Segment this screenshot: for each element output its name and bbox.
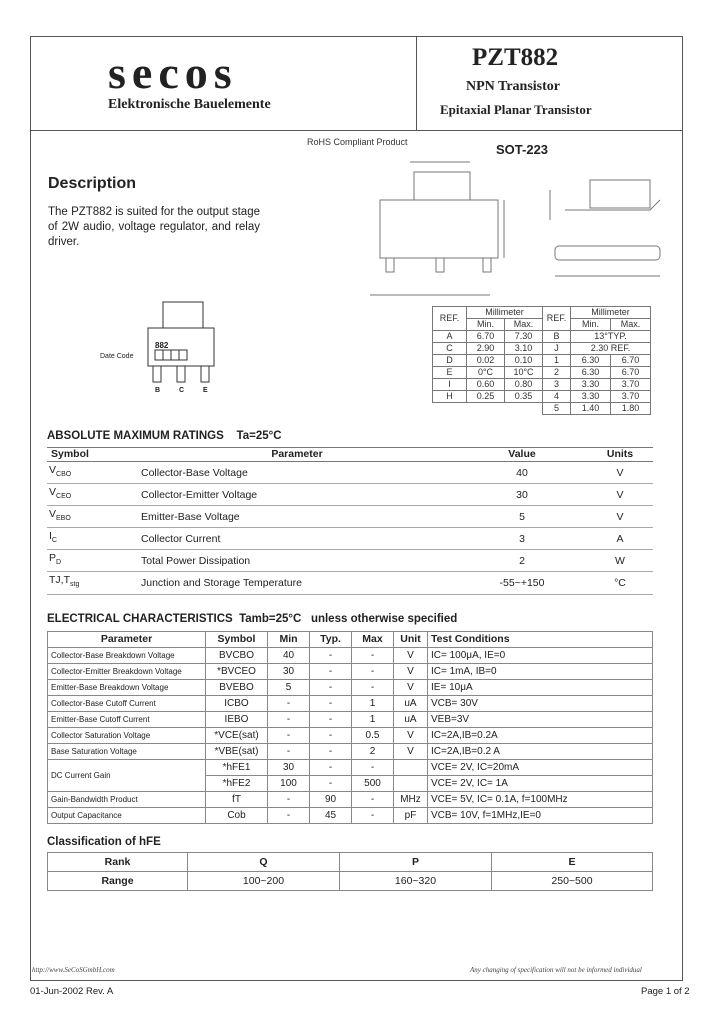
ec-min: 40 <box>268 648 310 664</box>
ec-min: 30 <box>268 760 310 776</box>
ec-typ: - <box>310 760 352 776</box>
ec-head-max: Max <box>352 632 394 648</box>
dim-head-unit2: Millimeter <box>571 307 651 319</box>
hfe-table <box>47 852 653 891</box>
ec-unit <box>394 776 428 792</box>
dim-head-ref2: REF. <box>543 307 571 331</box>
amr-param: Total Power Dissipation <box>137 550 457 572</box>
ec-head-symbol: Symbol <box>206 632 268 648</box>
ec-unit: V <box>394 680 428 696</box>
ec-param: Output Capacitance <box>48 808 206 824</box>
abs-max-title-text: ABSOLUTE MAXIMUM RATINGS <box>47 430 224 442</box>
amr-row <box>47 484 653 506</box>
ec-unit: V <box>394 664 428 680</box>
ec-row <box>48 696 653 712</box>
ec-unit: pF <box>394 808 428 824</box>
ec-typ: - <box>310 712 352 728</box>
ec-typ: - <box>310 776 352 792</box>
ec-param: Gain-Bandwidth Product <box>48 792 206 808</box>
amr-symbol: V <box>49 464 57 476</box>
dim-head-min: Min. <box>467 319 505 331</box>
ec-test: IC= 1mA, IB=0 <box>428 664 653 680</box>
date-code-label: Date Code <box>100 353 134 360</box>
ec-symbol: Cob <box>206 808 268 824</box>
ec-max: 500 <box>352 776 394 792</box>
ec-max: - <box>352 648 394 664</box>
ec-test: IC=2A,IB=0.2 A <box>428 744 653 760</box>
amr-row <box>47 506 653 528</box>
ec-symbol: ICBO <box>206 696 268 712</box>
dim-min <box>467 403 505 415</box>
dim-ref: I <box>433 379 467 391</box>
amr-value: 3 <box>457 528 587 550</box>
dim-row <box>433 379 651 391</box>
amr-symbol: I <box>49 530 52 543</box>
amr-param: Emitter-Base Voltage <box>137 506 457 528</box>
abs-max-table <box>47 447 653 595</box>
ec-test: IE= 10μA <box>428 680 653 696</box>
header-vertical-divider <box>416 36 417 131</box>
ec-symbol: *VBE(sat) <box>206 744 268 760</box>
ec-row <box>48 760 653 776</box>
amr-row <box>47 528 653 550</box>
ec-symbol: fT <box>206 792 268 808</box>
dim-ref2: B <box>543 331 571 343</box>
ec-symbol: IEBO <box>206 712 268 728</box>
elec-title-text: ELECTRICAL CHARACTERISTICS <box>47 613 233 625</box>
footer-url[interactable]: http://www.SeCoSGmbH.com <box>32 966 115 974</box>
ec-row <box>48 680 653 696</box>
ec-param: Collector Saturation Voltage <box>48 728 206 744</box>
dim-min2: 3.30 <box>571 379 611 391</box>
ec-min: 30 <box>268 664 310 680</box>
dim-min: 0.25 <box>467 391 505 403</box>
dim-min: 6.70 <box>467 331 505 343</box>
abs-max-condition: Ta=25°C <box>236 430 282 442</box>
amr-head-value: Value <box>457 448 587 462</box>
dim-min2: 1.40 <box>571 403 611 415</box>
transistor-type: NPN Transistor <box>466 79 560 94</box>
ec-symbol: BVEBO <box>206 680 268 696</box>
ec-symbol: *hFE2 <box>206 776 268 792</box>
pin-label-b: B <box>155 387 161 394</box>
ec-param: DC Current Gain <box>48 760 206 792</box>
amr-unit: V <box>587 462 653 484</box>
ec-max: - <box>352 808 394 824</box>
amr-symbol-sub: stg <box>70 581 80 589</box>
dim-max: 10°C <box>505 367 543 379</box>
ec-head-parameter: Parameter <box>48 632 206 648</box>
ec-row <box>48 648 653 664</box>
ec-row <box>48 712 653 728</box>
transistor-subtitle: Epitaxial Planar Transistor <box>440 102 592 117</box>
amr-param: Collector-Emitter Voltage <box>137 484 457 506</box>
hfe-title: Classification of hFE <box>47 836 161 848</box>
amr-unit: V <box>587 506 653 528</box>
description-text: The PZT882 is suited for the output stage of 2W audio, voltage regulator, and relay driver. <box>48 206 260 248</box>
amr-symbol-sub: CEO <box>56 493 72 501</box>
ec-min: - <box>268 744 310 760</box>
rohs-label: RoHS Compliant Product <box>307 137 408 147</box>
ec-unit: uA <box>394 712 428 728</box>
marking-drawing <box>130 300 240 400</box>
dim-ref2: 2 <box>543 367 571 379</box>
amr-value: 30 <box>457 484 587 506</box>
ec-symbol: *hFE1 <box>206 760 268 776</box>
amr-param: Collector-Base Voltage <box>137 462 457 484</box>
ec-max: 0.5 <box>352 728 394 744</box>
dim-val2: 13°TYP. <box>571 331 651 343</box>
ec-param: Base Saturation Voltage <box>48 744 206 760</box>
ec-max: - <box>352 680 394 696</box>
elec-title <box>47 613 457 625</box>
pin-label-e: E <box>203 387 208 394</box>
dim-val2: 2.30 REF. <box>571 343 651 355</box>
elec-note: unless otherwise specified <box>310 613 458 625</box>
dim-max <box>505 403 543 415</box>
ec-symbol: *VCE(sat) <box>206 728 268 744</box>
ec-max: 2 <box>352 744 394 760</box>
ec-typ: - <box>310 728 352 744</box>
dim-ref2: J <box>543 343 571 355</box>
dim-head-max2: Max. <box>611 319 651 331</box>
ec-max: 1 <box>352 696 394 712</box>
hfe-rank: E <box>492 853 653 872</box>
ec-param: Emitter-Base Cutoff Current <box>48 712 206 728</box>
dim-ref2: 5 <box>543 403 571 415</box>
dim-min: 0°C <box>467 367 505 379</box>
ec-typ: - <box>310 648 352 664</box>
amr-row <box>47 462 653 484</box>
company-name: Elektronische Bauelemente <box>108 97 271 112</box>
hfe-rank: P <box>340 853 492 872</box>
dim-min2: 3.30 <box>571 391 611 403</box>
amr-symbol: TJ,T <box>49 574 70 587</box>
ec-param: Collector-Emitter Breakdown Voltage <box>48 664 206 680</box>
ec-test: IC= 100μA, IE=0 <box>428 648 653 664</box>
dim-min: 0.60 <box>467 379 505 391</box>
ec-max: - <box>352 664 394 680</box>
ec-unit: V <box>394 728 428 744</box>
ec-typ: - <box>310 664 352 680</box>
dim-row <box>433 403 651 415</box>
ec-param: Collector-Base Breakdown Voltage <box>48 648 206 664</box>
hfe-rank-label: Rank <box>48 853 188 872</box>
ec-param: Collector-Base Cutoff Current <box>48 696 206 712</box>
dim-max: 0.80 <box>505 379 543 391</box>
ec-max: 1 <box>352 712 394 728</box>
company-logo: secos <box>108 47 238 98</box>
ec-test: VCE= 2V, IC= 1A <box>428 776 653 792</box>
ec-unit: uA <box>394 696 428 712</box>
dim-ref2: 1 <box>543 355 571 367</box>
dim-ref: H <box>433 391 467 403</box>
amr-row <box>47 572 653 594</box>
ec-unit: MHz <box>394 792 428 808</box>
ec-min: - <box>268 696 310 712</box>
dim-ref: E <box>433 367 467 379</box>
amr-unit: °C <box>587 572 653 594</box>
dim-row <box>433 343 651 355</box>
ec-unit: V <box>394 648 428 664</box>
amr-symbol-sub: C <box>51 537 57 545</box>
ec-head-typ: Typ. <box>310 632 352 648</box>
ec-max: - <box>352 760 394 776</box>
amr-value: 40 <box>457 462 587 484</box>
dim-ref: C <box>433 343 467 355</box>
description-heading: Description <box>48 175 137 192</box>
hfe-rank-row <box>48 853 653 872</box>
ec-unit <box>394 760 428 776</box>
dim-ref2: 3 <box>543 379 571 391</box>
elec-condition: Tamb=25°C <box>239 613 302 625</box>
dim-max2: 6.70 <box>611 367 651 379</box>
ec-test: VCB= 30V <box>428 696 653 712</box>
ec-min: 5 <box>268 680 310 696</box>
header-divider <box>30 130 683 131</box>
dim-min2: 6.30 <box>571 355 611 367</box>
dim-max2: 3.70 <box>611 391 651 403</box>
ec-max: - <box>352 792 394 808</box>
elec-table <box>47 631 653 824</box>
hfe-range: 100~200 <box>188 872 340 891</box>
amr-symbol: V <box>49 508 57 521</box>
ec-symbol: *BVCEO <box>206 664 268 680</box>
ec-test: VCE= 5V, IC= 0.1A, f=100MHz <box>428 792 653 808</box>
amr-symbol: V <box>49 486 57 499</box>
ec-param: Emitter-Base Breakdown Voltage <box>48 680 206 696</box>
ec-row <box>48 664 653 680</box>
ec-row <box>48 728 653 744</box>
part-number: PZT882 <box>472 44 559 71</box>
dim-max: 0.35 <box>505 391 543 403</box>
amr-row <box>47 550 653 572</box>
dim-ref <box>433 403 467 415</box>
footer-date: 01-Jun-2002 Rev. A <box>30 986 114 997</box>
hfe-range: 160~320 <box>340 872 492 891</box>
dim-row <box>433 331 651 343</box>
amr-value: -55~+150 <box>457 572 587 594</box>
dim-head-ref: REF. <box>433 307 467 331</box>
ec-head-test: Test Conditions <box>428 632 653 648</box>
hfe-range: 250~500 <box>492 872 653 891</box>
amr-symbol-sub: EBO <box>56 515 71 523</box>
dim-max: 3.10 <box>505 343 543 355</box>
amr-unit: V <box>587 484 653 506</box>
dim-head-unit: Millimeter <box>467 307 543 319</box>
amr-value: 2 <box>457 550 587 572</box>
package-outline-drawing <box>370 150 690 305</box>
amr-symbol: P <box>49 552 57 565</box>
ec-min: - <box>268 712 310 728</box>
amr-unit: W <box>587 550 653 572</box>
ec-head-min: Min <box>268 632 310 648</box>
dim-head-max: Max. <box>505 319 543 331</box>
ec-typ: - <box>310 744 352 760</box>
ec-row <box>48 808 653 824</box>
amr-value: 5 <box>457 506 587 528</box>
ec-test: IC=2A,IB=0.2A <box>428 728 653 744</box>
amr-symbol-sub: CBO <box>56 471 72 479</box>
ec-symbol: BVCBO <box>206 648 268 664</box>
dim-ref: A <box>433 331 467 343</box>
ec-min: - <box>268 728 310 744</box>
dim-row <box>433 355 651 367</box>
package-name: SOT-223 <box>496 142 549 157</box>
hfe-rank: Q <box>188 853 340 872</box>
dim-min2: 6.30 <box>571 367 611 379</box>
dim-head-min2: Min. <box>571 319 611 331</box>
hfe-range-row <box>48 872 653 891</box>
pin-label-c: C <box>179 387 185 394</box>
dim-max2: 3.70 <box>611 379 651 391</box>
dim-row <box>433 391 651 403</box>
dim-ref2: 4 <box>543 391 571 403</box>
dim-min: 2.90 <box>467 343 505 355</box>
dim-ref: D <box>433 355 467 367</box>
ec-row <box>48 744 653 760</box>
hfe-range-label: Range <box>48 872 188 891</box>
footer-notice: Any changing of specification will not be informed individual <box>470 966 642 974</box>
ec-test: VCE= 2V, IC=20mA <box>428 760 653 776</box>
ec-min: - <box>268 792 310 808</box>
ec-test: VCB= 10V, f=1MHz,IE=0 <box>428 808 653 824</box>
ec-typ: - <box>310 680 352 696</box>
marking-code: 882 <box>155 341 169 350</box>
ec-head-unit: Unit <box>394 632 428 648</box>
amr-head-parameter: Parameter <box>137 448 457 462</box>
dim-min: 0.02 <box>467 355 505 367</box>
dim-max: 7.30 <box>505 331 543 343</box>
dimension-table <box>432 306 651 415</box>
dim-max2: 1.80 <box>611 403 651 415</box>
ec-typ: 45 <box>310 808 352 824</box>
dim-max2: 6.70 <box>611 355 651 367</box>
ec-test: VEB=3V <box>428 712 653 728</box>
ec-min: - <box>268 808 310 824</box>
ec-typ: - <box>310 696 352 712</box>
amr-param: Collector Current <box>137 528 457 550</box>
dim-max: 0.10 <box>505 355 543 367</box>
amr-symbol-sub: D <box>56 559 62 567</box>
ec-typ: 90 <box>310 792 352 808</box>
ec-min: 100 <box>268 776 310 792</box>
amr-head-symbol: Symbol <box>47 448 137 462</box>
dim-row <box>433 367 651 379</box>
ec-unit: V <box>394 744 428 760</box>
amr-head-units: Units <box>587 448 653 462</box>
amr-param: Junction and Storage Temperature <box>137 572 457 594</box>
amr-unit: A <box>587 528 653 550</box>
ec-row <box>48 792 653 808</box>
footer-page: Page 1 of 2 <box>641 986 690 997</box>
abs-max-title <box>47 430 282 442</box>
